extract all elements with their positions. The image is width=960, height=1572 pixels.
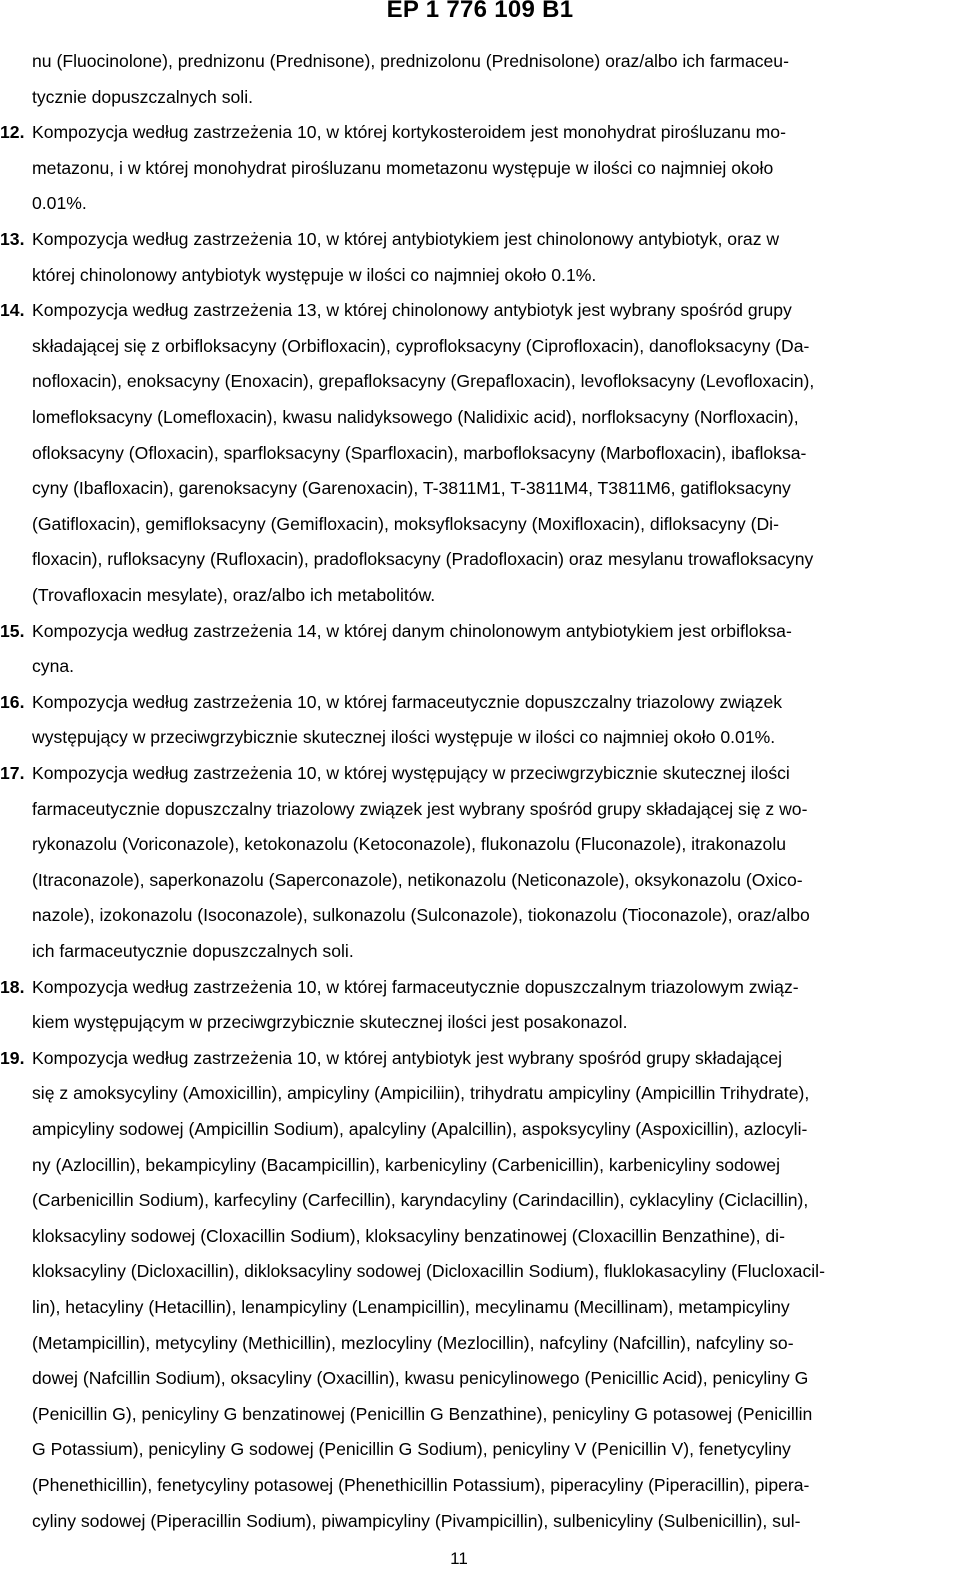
claim-text-line: której chinolonowy antybiotyk występuje w ilości co najmniej około 0.1%. <box>32 264 597 285</box>
claim-text-line: występujący w przeciwgrzybicznie skutecznej ilości występuje w ilości co najmniej około 0.01%. <box>32 727 776 748</box>
claim-text-line: ofloksacyny (Ofloxacin), sparfloksacyny (Sparfloxacin), marbofloksacyny (Marbofloxacin), ibafloksa- <box>32 442 807 463</box>
claim-text-line: kiem występującym w przeciwgrzybicznie skutecznej ilości jest posakonazol. <box>32 1012 628 1033</box>
claim-text-line: Kompozycja według zastrzeżenia 13, w której chinolonowy antybiotyk jest wybrany spośród grupy <box>32 300 792 321</box>
claim-text-line: kloksacyliny sodowej (Cloxacillin Sodium), kloksacyliny benzatinowej (Cloxacillin Benzathine), di- <box>32 1225 785 1246</box>
claim-text-line: (Carbenicillin Sodium), karfecyliny (Carfecillin), karyndacyliny (Carindacillin), cyklacyliny (Ciclacillin), <box>32 1190 809 1211</box>
claim-text-line: dowej (Nafcillin Sodium), oksacyliny (Oxacillin), kwasu penicylinowego (Penicillic Acid), penicyliny G <box>32 1368 809 1389</box>
claim-text-line: lin), hetacyliny (Hetacillin), lenampicyliny (Lenampicillin), mecylinamu (Mecillinam), metampicyliny <box>32 1297 790 1317</box>
claim-text-line: (Gatifloxacin), gemifloksacyny (Gemifloxacin), moksyfloksacyny (Moxifloxacin), difloksacyny (Di- <box>32 513 779 534</box>
claim-text-line: rykonazolu (Voriconazole), ketokonazolu (Ketoconazole), flukonazolu (Fluconazole), itrakonazolu <box>32 834 787 855</box>
claim-text-line: cyna. <box>32 656 75 677</box>
claim-text-line: (Trovafloxacin mesylate), oraz/albo ich metabolitów. <box>32 585 436 605</box>
claim-text-line: Kompozycja według zastrzeżenia 10, w której występujący w przeciwgrzybicznie skutecznej ilości <box>32 763 790 783</box>
claim-text-line: tycznie dopuszczalnych soli. <box>32 86 254 107</box>
claim-number: 17. <box>0 763 25 783</box>
claim-text-line: Kompozycja według zastrzeżenia 10, w której farmaceutycznie dopuszczalnym triazolowym związ- <box>32 976 799 997</box>
claim-text-line: nofloxacin), enoksacyny (Enoxacin), grepafloksacyny (Grepafloxacin), levofloksacyny (Levofloxacin), <box>32 371 815 392</box>
claim-number: 13. <box>0 229 25 249</box>
claim-text-line: się z amoksycyliny (Amoxicillin), ampicyliny (Ampiciliin), trihydratu ampicyliny (Ampicillin Trihydrate), <box>32 1083 810 1104</box>
page-number: 11 <box>450 1549 468 1568</box>
claim-text-line: kloksacyliny (Dicloxacillin), dikloksacyliny sodowej (Dicloxacillin Sodium), fluklokasacyliny (Flucloxacil- <box>32 1261 825 1282</box>
claim-text-line: farmaceutycznie dopuszczalny triazolowy związek jest wybrany spośród grupy składającej się z wo- <box>32 798 808 819</box>
claim-text-line: Kompozycja według zastrzeżenia 14, w której danym chinolonowym antybiotykiem jest orbifloksa- <box>32 620 792 641</box>
claim-text-line: floxacin), rufloksacyny (Rufloxacin), pradofloksacyny (Pradofloxacin) oraz mesylanu trowafloksacyny <box>32 549 814 570</box>
claim-text-line: lomefloksacyny (Lomefloxacin), kwasu nalidyksowego (Nalidixic acid), norfloksacyny (Norfloxacin), <box>32 407 799 427</box>
claim-text-line: Kompozycja według zastrzeżenia 10, w której kortykosteroidem jest monohydrat pirośluzanu mo- <box>32 122 786 143</box>
claim-text-line: cyliny sodowej (Piperacillin Sodium), piwampicyliny (Pivampicillin), sulbenicyliny (Sulbenicillin), sul- <box>32 1510 801 1531</box>
claim-text-line: Kompozycja według zastrzeżenia 10, w której antybiotyk jest wybrany spośród grupy składającej <box>32 1047 783 1068</box>
claim-number: 18. <box>0 976 25 997</box>
claim-text-line: (Phenethicillin), fenetycyliny potasowej (Phenethicillin Potassium), piperacyliny (Piperacillin), pipera- <box>32 1475 810 1495</box>
claim-number: 12. <box>0 122 25 143</box>
claim-text-line: (Itraconazole), saperkonazolu (Saperconazole), netikonazolu (Neticonazole), oksykonazolu (Oxico- <box>32 869 803 890</box>
claim-text-line: Kompozycja według zastrzeżenia 10, w której farmaceutycznie dopuszczalny triazolowy związek <box>32 691 783 712</box>
claim-text-line: składającej się z orbifloksacyny (Orbifloxacin), cyprofloksacyny (Ciprofloxacin), danofloksacyny (Da- <box>32 335 810 356</box>
patent-number-header: EP 1 776 109 B1 <box>386 0 574 23</box>
claim-text-line: ny (Azlocillin), bekampicyliny (Bacampicillin), karbenicyliny (Carbenicillin), karbenicyliny sodowej <box>32 1154 780 1175</box>
claim-text-line: metazonu, i w której monohydrat pirośluzanu mometazonu występuje w ilości co najmniej około <box>32 157 774 178</box>
claim-text-line: nu (Fluocinolone), prednizonu (Prednisone), prednizolonu (Prednisolone) oraz/albo ich farmaceu- <box>32 51 789 71</box>
claim-text-line: ampicyliny sodowej (Ampicillin Sodium), apalcyliny (Apalcillin), aspoksycyliny (Aspoxicillin), azlocyli- <box>32 1119 808 1139</box>
claim-text-line: (Metampicillin), metycyliny (Methicillin), mezlocyliny (Mezlocillin), nafcyliny (Nafcillin), nafcyliny so- <box>32 1332 794 1353</box>
claim-text-line: ich farmaceutycznie dopuszczalnych soli. <box>32 941 354 961</box>
claim-number: 15. <box>0 620 25 641</box>
claim-text-line: 0.01%. <box>32 193 87 214</box>
claim-number: 16. <box>0 691 25 712</box>
claim-number: 19. <box>0 1047 25 1068</box>
claim-number: 14. <box>0 300 25 321</box>
claim-text-line: cyny (Ibafloxacin), garenoksacyny (Garenoxacin), T-3811M1, T-3811M4, T3811M6, gatifloksacyny <box>32 478 791 499</box>
claim-text-line: Kompozycja według zastrzeżenia 10, w której antybiotykiem jest chinolonowy antybiotyk, oraz w <box>32 229 780 249</box>
claim-text-line: (Penicillin G), penicyliny G benzatinowej (Penicillin G Benzathine), penicyliny G potasowej (Penicillin <box>32 1403 813 1424</box>
claim-text-line: G Potassium), penicyliny G sodowej (Penicillin G Sodium), penicyliny V (Penicillin V), fenetycyliny <box>32 1439 791 1460</box>
claim-text-line: nazole), izokonazolu (Isoconazole), sulkonazolu (Sulconazole), tiokonazolu (Tioconazole), oraz/albo <box>32 905 810 926</box>
